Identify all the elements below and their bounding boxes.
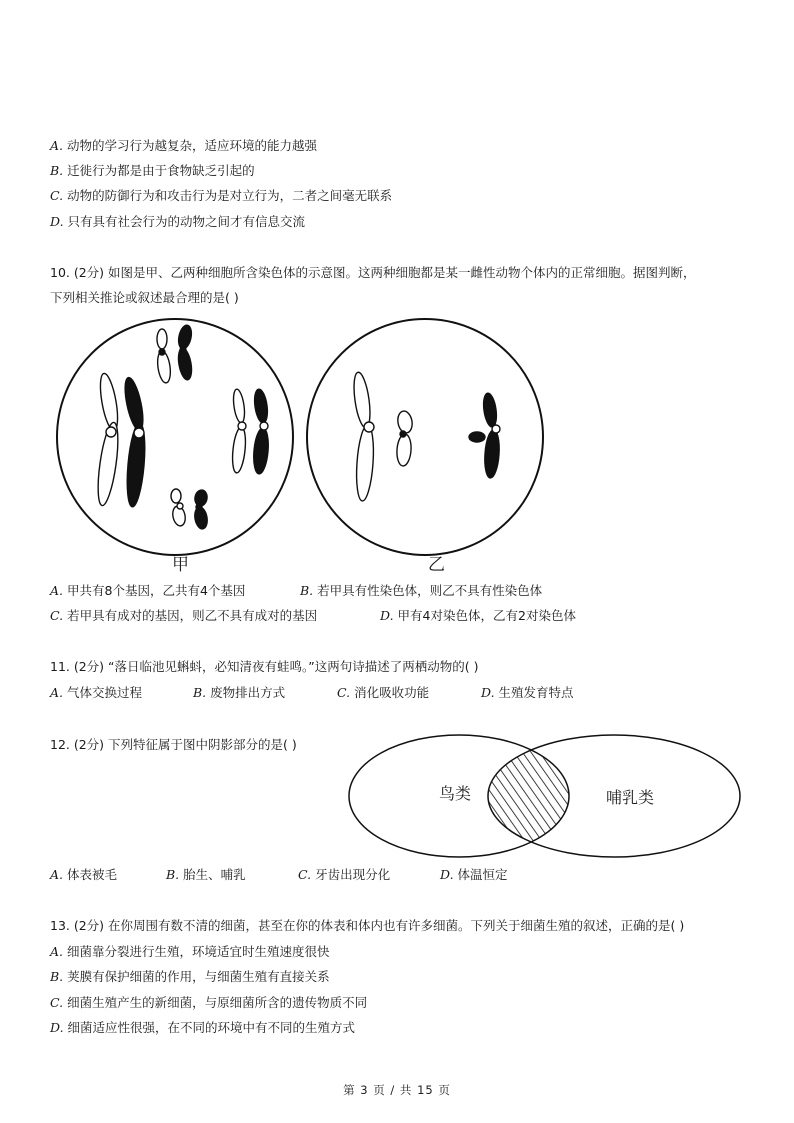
chromosome-yi-large-white <box>351 371 375 501</box>
venn-label-birds: 鸟类 <box>439 784 472 803</box>
chromosome-large-black <box>122 376 148 507</box>
q13-option-b: B. 荚膜有保护细菌的作用，与细菌生殖有直接关系 <box>50 969 330 984</box>
cell-yi-outline <box>307 319 543 555</box>
q9-option-d: D. 只有具有社会行为的动物之间才有信息交流 <box>50 214 306 229</box>
q11-option-d: D. 生殖发育特点 <box>481 685 574 700</box>
q13-stem: 13. (2分) 在你周围有数不清的细菌，甚至在你的体表和体内也有许多细菌。下列关于细菌生殖的叙述，正确的是( ) <box>50 918 685 933</box>
chromosome-yi-black <box>469 392 501 478</box>
chromosome-bottom-black <box>193 489 209 530</box>
q12-option-d: D. 体温恒定 <box>440 867 508 882</box>
q10-option-b: B. 若甲具有性染色体，则乙不具有性染色体 <box>300 583 543 598</box>
q11-option-a: A. 气体交换过程 <box>50 685 143 700</box>
chromosome-top-black <box>176 324 193 381</box>
q9-option-b: B. 迁徙行为都是由于食物缺乏引起的 <box>50 163 255 178</box>
q12-option-b: B. 胎生、哺乳 <box>166 867 246 882</box>
q12-option-c: C. 牙齿出现分化 <box>298 867 391 882</box>
chromosome-top-white <box>156 329 172 384</box>
cell-label-yi: 乙 <box>428 555 445 575</box>
venn-diagram <box>344 730 744 864</box>
chromosome-large-white <box>94 372 122 506</box>
q10-option-c: C. 若甲具有成对的基因，则乙不具有成对的基因 <box>50 608 318 623</box>
q10-option-d: D. 甲有4对染色体，乙有2对染色体 <box>380 608 576 623</box>
cell-yi-chromosomes <box>351 371 500 501</box>
chromosome-yi-small-white <box>396 410 414 466</box>
chromosome-right-black <box>252 388 270 474</box>
q10-stem-line2: 下列相关推论或叙述最合理的是( ) <box>50 290 239 305</box>
chromosome-right-white <box>231 388 248 473</box>
q13-option-c: C. 细菌生殖产生的新细菌，与原细菌所含的遗传物质不同 <box>50 995 368 1010</box>
q13-option-a: A. 细菌靠分裂进行生殖，环境适宜时生殖速度很快 <box>50 944 330 959</box>
q10-stem-line1: 10. (2分) 如图是甲、乙两种细胞所含染色体的示意图。这两种细胞都是某一雌性动物个体内的正常细胞。据图判断， <box>50 265 696 280</box>
q11-stem: 11. (2分) “落日临池见蝌蚪，必知清夜有蛙鸣。”这两句诗描述了两栖动物的( ) <box>50 659 479 674</box>
chromosome-figure <box>50 312 560 582</box>
q10-option-a: A. 甲共有8个基因，乙共有4个基因 <box>50 583 246 598</box>
q9-option-a: A. 动物的学习行为越复杂，适应环境的能力越强 <box>50 138 318 153</box>
cell-jia-chromosomes <box>94 324 270 530</box>
cell-label-jia: 甲 <box>172 555 189 575</box>
chromosome-bottom-white <box>171 489 187 527</box>
q11-option-c: C. 消化吸收功能 <box>337 685 430 700</box>
venn-label-mammals: 哺乳类 <box>606 788 655 807</box>
q12-stem: 12. (2分) 下列特征属于图中阴影部分的是( ) <box>50 737 297 752</box>
q11-option-b: B. 废物排出方式 <box>193 685 286 700</box>
q13-option-d: D. 细菌适应性很强，在不同的环境中有不同的生殖方式 <box>50 1020 356 1035</box>
q9-option-c: C. 动物的防御行为和攻击行为是对立行为，二者之间毫无联系 <box>50 188 393 203</box>
page-footer: 第 3 页 / 共 15 页 <box>343 1083 451 1097</box>
q12-option-a: A. 体表被毛 <box>50 867 118 882</box>
